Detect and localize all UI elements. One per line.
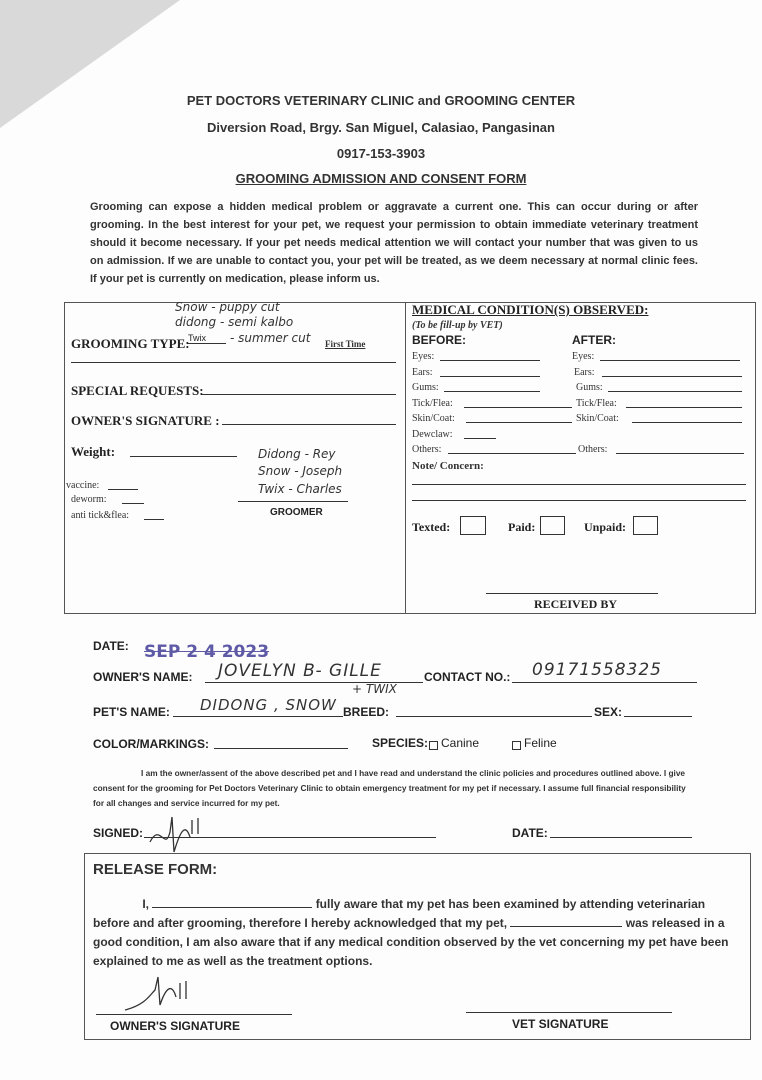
- sex-field[interactable]: [624, 716, 692, 717]
- after-others: Others:: [578, 444, 608, 455]
- before-eyes-field[interactable]: [440, 360, 540, 361]
- date2-field[interactable]: [550, 837, 692, 838]
- groomer-label: GROOMER: [270, 507, 323, 518]
- owner-name-value[interactable]: JOVELYN B- GILLE: [218, 661, 382, 681]
- before-others-field[interactable]: [448, 453, 576, 454]
- weight-label: Weight:: [71, 444, 116, 459]
- after-skin-field[interactable]: [632, 422, 742, 423]
- paid-label: Paid:: [508, 520, 536, 534]
- received-by-label: RECEIVED BY: [534, 597, 618, 611]
- after-gums: Gums:: [576, 382, 603, 393]
- after-eyes: Eyes:: [572, 351, 595, 362]
- release-pet-name-field[interactable]: [510, 914, 622, 927]
- texted-label: Texted:: [412, 520, 451, 534]
- groomer-note-3: Twix - Charles: [258, 482, 342, 496]
- owner-signature-label: OWNER'S SIGNATURE :: [71, 413, 220, 428]
- breed-field[interactable]: [396, 716, 592, 717]
- contact-line: [512, 682, 697, 683]
- grooming-note-1: Snow - puppy cut: [175, 300, 280, 314]
- unpaid-label: Unpaid:: [584, 520, 627, 534]
- color-label: COLOR/MARKINGS:: [93, 737, 209, 751]
- release-owner-sig-label: OWNER'S SIGNATURE: [110, 1019, 240, 1033]
- scan-shadow-corner: [0, 0, 180, 128]
- before-skin-field[interactable]: [466, 422, 572, 423]
- before-others: Others:: [412, 444, 442, 455]
- table-divider: [405, 302, 406, 614]
- medical-subtitle: (To be fill-up by VET): [412, 320, 503, 331]
- antitick-label: anti tick&flea:: [71, 510, 130, 521]
- note-label: Note/ Concern:: [412, 460, 484, 472]
- canine-checkbox[interactable]: [429, 741, 438, 750]
- release-paragraph: [93, 895, 745, 971]
- signed-line[interactable]: [144, 837, 436, 838]
- special-requests-label: SPECIAL REQUESTS:: [71, 383, 204, 398]
- groomer-line: [238, 501, 348, 502]
- received-by-line[interactable]: [486, 593, 658, 594]
- paid-checkbox[interactable]: [540, 516, 565, 535]
- contact-label: CONTACT NO.:: [424, 670, 511, 684]
- grooming-type-value[interactable]: Twix: [188, 333, 226, 344]
- vaccine-field[interactable]: [108, 489, 138, 490]
- weight-field[interactable]: [130, 456, 237, 457]
- breed-label: BREED:: [343, 705, 390, 719]
- after-tick: Tick/Flea:: [576, 398, 617, 409]
- first-time-label: First Time: [325, 339, 366, 349]
- grooming-note-3: - summer cut: [230, 331, 311, 345]
- vet-signature-line[interactable]: [466, 1012, 672, 1013]
- canine-label: Canine: [441, 736, 480, 750]
- grooming-note-2: didong - semi kalbo: [175, 315, 294, 329]
- date2-label: DATE:: [512, 826, 548, 840]
- after-skin: Skin/Coat:: [576, 413, 619, 424]
- texted-checkbox[interactable]: [460, 516, 486, 535]
- after-others-field[interactable]: [616, 453, 744, 454]
- date-label: DATE:: [93, 639, 129, 653]
- before-ears-field[interactable]: [440, 376, 540, 377]
- before-tick-field[interactable]: [464, 407, 572, 408]
- feline-label: Feline: [524, 736, 557, 750]
- release-text-c: was released in a good condition, I am also aware that if any medical condition observed by the vet concerning my pet have been explained to me as well as the treatment options.: [93, 916, 729, 968]
- groomer-note-1: Didong - Rey: [258, 447, 336, 461]
- groomer-note-2: Snow - Joseph: [258, 464, 343, 478]
- antitick-field[interactable]: [144, 519, 164, 520]
- unpaid-checkbox[interactable]: [633, 516, 658, 535]
- before-label: BEFORE:: [412, 333, 466, 347]
- clinic-name: PET DOCTORS VETERINARY CLINIC and GROOMING CENTER: [186, 93, 576, 108]
- after-label: AFTER:: [572, 333, 616, 347]
- pet-name-label: PET'S NAME:: [93, 705, 170, 719]
- consent-text: I am the owner/assent of the above described pet and I have read and understand the clinic policies and procedures outlined above. I give consent for the grooming for Pet Doctors Veterinary Clinic to obtain emergency treatment for my pet if necessary. I assume full financial responsibility for all changes and service incurred for my pet.: [93, 768, 686, 808]
- form-title: GROOMING ADMISSION AND CONSENT FORM: [235, 171, 527, 186]
- before-skin: Skin/Coat:: [412, 413, 455, 424]
- release-vet-sig-label: VET SIGNATURE: [512, 1017, 609, 1031]
- note-line-2[interactable]: [412, 500, 746, 501]
- feline-checkbox[interactable]: [512, 741, 521, 750]
- grooming-type-line: [71, 362, 396, 363]
- date-stamp: SEP 2 4 2023: [144, 642, 270, 662]
- before-dewclaw-field[interactable]: [464, 438, 496, 439]
- deworm-field[interactable]: [122, 503, 144, 504]
- pet-name-value[interactable]: DIDONG , SNOW: [200, 696, 337, 714]
- medical-title: MEDICAL CONDITION(S) OBSERVED:: [412, 302, 649, 317]
- sex-label: SEX:: [594, 705, 623, 719]
- release-signature-scribble: [120, 975, 200, 1015]
- release-title: RELEASE FORM:: [93, 861, 218, 878]
- owner-signature-line[interactable]: [96, 1014, 292, 1015]
- after-ears-field[interactable]: [602, 376, 742, 377]
- owner-name-label: OWNER'S NAME:: [93, 670, 193, 684]
- clinic-phone: 0917-153-3903: [336, 146, 426, 161]
- grooming-type-label: GROOMING TYPE:: [71, 336, 190, 351]
- after-gums-field[interactable]: [608, 391, 742, 392]
- owner-signature-scribble: [140, 812, 210, 857]
- release-text-b: fully aware that my pet has been examined by attending veterinarian before and after grooming, therefore I hereby acknowledged that my pet,: [93, 897, 706, 930]
- contact-value[interactable]: 09171558325: [532, 660, 662, 680]
- special-requests-field[interactable]: [202, 394, 396, 395]
- pet-name-line: [173, 716, 343, 717]
- species-label: SPECIES:: [372, 736, 429, 750]
- release-owner-name-field[interactable]: [152, 895, 312, 908]
- before-gums-field[interactable]: [444, 391, 540, 392]
- before-gums: Gums:: [412, 382, 439, 393]
- before-eyes: Eyes:: [412, 351, 435, 362]
- signed-label: SIGNED:: [93, 826, 144, 840]
- after-ears: Ears:: [574, 367, 595, 378]
- intro-paragraph: Grooming can expose a hidden medical problem or aggravate a current one. This can occur during or after grooming. In the best interest for your pet, we request your permission to obtain immediate veterinary treatment should it become necessary. If your pet needs medical attention we will contact your number that was given to us on admission. If we are unable to contact you, your pet will be treated, as we deem necessary at normal clinic fees. If your pet is currently on medication, please inform us.: [90, 201, 698, 285]
- after-eyes-field[interactable]: [600, 360, 740, 361]
- vaccine-label: vaccine:: [66, 480, 100, 491]
- owner-signature-field[interactable]: [222, 424, 396, 425]
- note-line-1[interactable]: [412, 484, 746, 485]
- deworm-label: deworm:: [71, 494, 107, 505]
- release-text-a: I,: [142, 897, 149, 911]
- before-dewclaw: Dewclaw:: [412, 429, 453, 440]
- after-tick-field[interactable]: [626, 407, 742, 408]
- color-field[interactable]: [214, 748, 348, 749]
- before-tick: Tick/Flea:: [412, 398, 453, 409]
- pet-extra: + TWIX: [352, 682, 397, 696]
- before-ears: Ears:: [412, 367, 433, 378]
- clinic-address: Diversion Road, Brgy. San Miguel, Calasiao, Pangasinan: [207, 120, 555, 135]
